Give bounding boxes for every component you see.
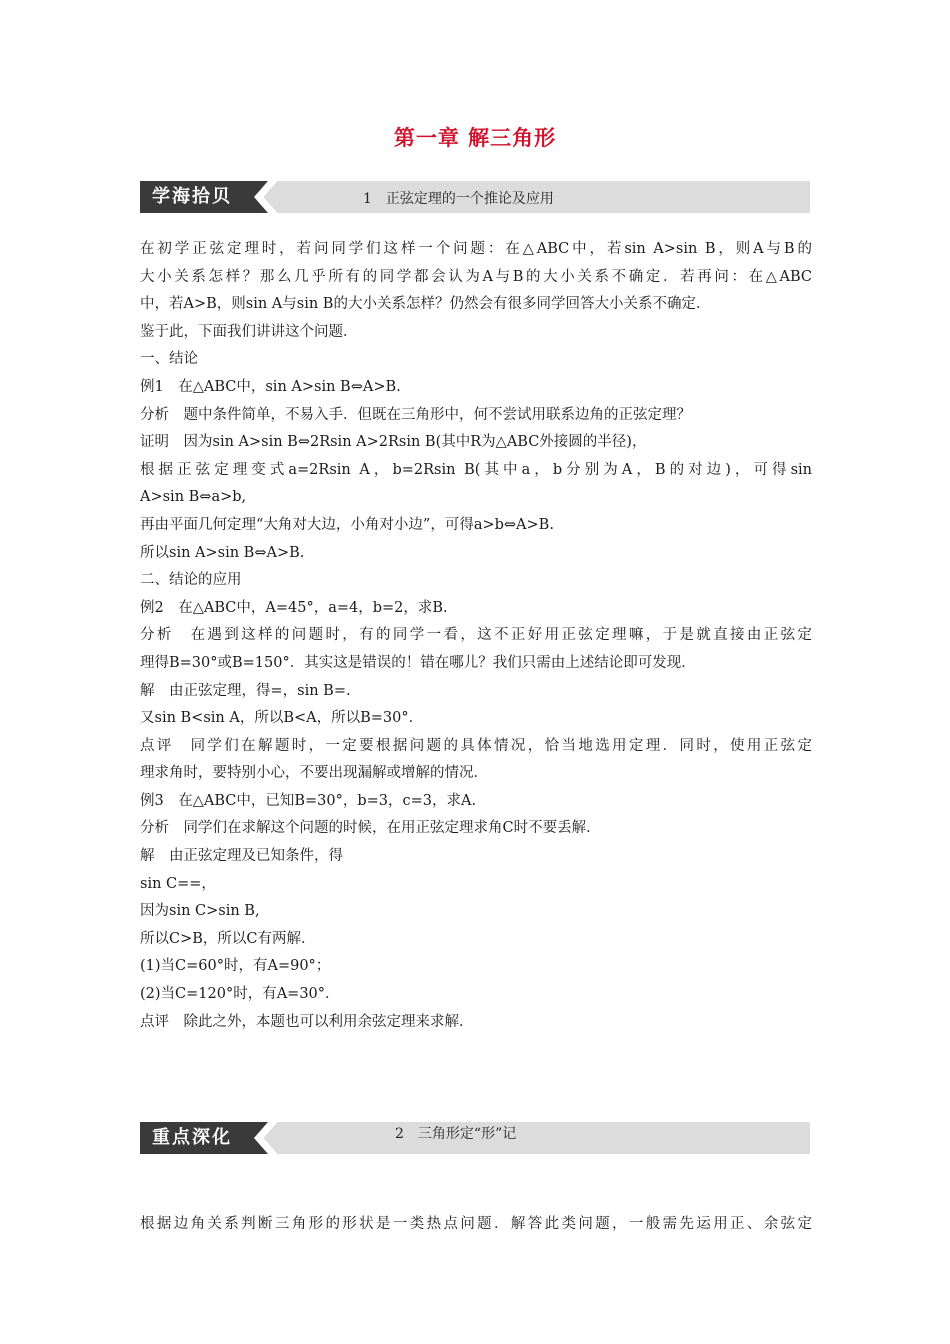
section-tag-2: 重点深化 <box>140 1122 260 1154</box>
text-line: 分析 在遇到这样的问题时，有的同学一看，这不正好用正弦定理嘛，于是就直接由正弦定 <box>140 627 812 644</box>
text-line: 点评 除此之外，本题也可以利用余弦定理来求解． <box>140 1013 474 1030</box>
section-heading-1: 1 正弦定理的一个推论及应用 <box>363 191 554 207</box>
chapter-title: 第一章 解三角形 <box>393 125 557 150</box>
text-line: 再由平面几何定理“大角对大边，小角对小边”，可得a>b⇔A>B. <box>140 516 554 533</box>
text-line: 理得B=30°或B=150°．其实这是错误的！错在哪儿？我们只需由上述结论即可发现． <box>140 654 696 671</box>
section-heading-2: 2 三角形定“形”记 <box>395 1126 517 1142</box>
text-line: 中，若A>B，则sin A与sin B的大小关系怎样？仍然会有很多同学回答大小关系不确定． <box>140 296 711 313</box>
text-line: 鉴于此，下面我们讲讲这个问题． <box>140 323 358 340</box>
text-line: A>sin B⇔a>b, <box>140 489 247 506</box>
section-tag-1: 学海拾贝 <box>140 181 260 213</box>
section2-body <box>140 1196 812 1253</box>
text-line: 二、结论的应用 <box>140 572 242 589</box>
text-line: 根据正弦定理变式a=2Rsin A，b=2Rsin B(其中a，b分别为A，B的对边)，可得sin <box>140 461 812 478</box>
banner-arrow-icon <box>254 1122 278 1154</box>
section-banner-1 <box>140 181 810 213</box>
text-line: 又sin B<sin A，所以B<A，所以B=30°． <box>140 710 424 727</box>
text-line: 所以C>B，所以C有两解． <box>140 930 316 947</box>
text-line: 点评 同学们在解题时，一定要根据问题的具体情况，恰当地选用定理．同时，使用正弦定 <box>140 737 812 754</box>
text-line: 例2 在△ABC中，A=45°，a=4，b=2，求B. <box>140 599 448 616</box>
text-line: 解 由正弦定理，得=，sin B=. <box>140 682 351 699</box>
text-line: 分析 同学们在求解这个问题的时候，在用正弦定理求角C时不要丢解． <box>140 820 601 837</box>
text-line: 理求角时，要特别小心，不要出现漏解或增解的情况． <box>140 765 488 782</box>
section1-body <box>140 236 812 1036</box>
text-line: 例3 在△ABC中，已知B=30°，b=3，c=3，求A. <box>140 792 477 809</box>
text-line: 分析 题中条件简单，不易入手．但既在三角形中，何不尝试用联系边角的正弦定理？ <box>140 406 691 423</box>
text-line: (1)当C=60°时，有A=90°； <box>140 958 331 975</box>
text-line: 证明 因为sin A>sin B⇔2Rsin A>2Rsin B(其中R为△ABC外接圆的半径)， <box>140 434 647 451</box>
text-line: 根据边角关系判断三角形的形状是一类热点问题．解答此类问题，一般需先运用正、余弦定 <box>140 1215 812 1232</box>
text-line: 例1 在△ABC中，sin A>sin B⇔A>B. <box>140 378 401 395</box>
text-line: 解 由正弦定理及已知条件，得 <box>140 848 343 865</box>
text-line: (2)当C=120°时，有A=30°． <box>140 986 340 1003</box>
text-line: 一、结论 <box>140 351 198 368</box>
text-line: 所以sin A>sin B⇔A>B. <box>140 544 305 561</box>
text-line: sin C==， <box>140 875 216 892</box>
text-line: 在初学正弦定理时，若问同学们这样一个问题：在△ABC中，若sin A>sin B，则A与B的 <box>140 241 812 257</box>
text-line: 大小关系怎样？那么几乎所有的同学都会认为A与B的大小关系不确定．若再问：在△ABC <box>140 268 812 285</box>
section-banner-2 <box>140 1122 810 1154</box>
text-line: 因为sin C>sin B, <box>140 903 260 920</box>
banner-arrow-icon <box>254 181 278 213</box>
